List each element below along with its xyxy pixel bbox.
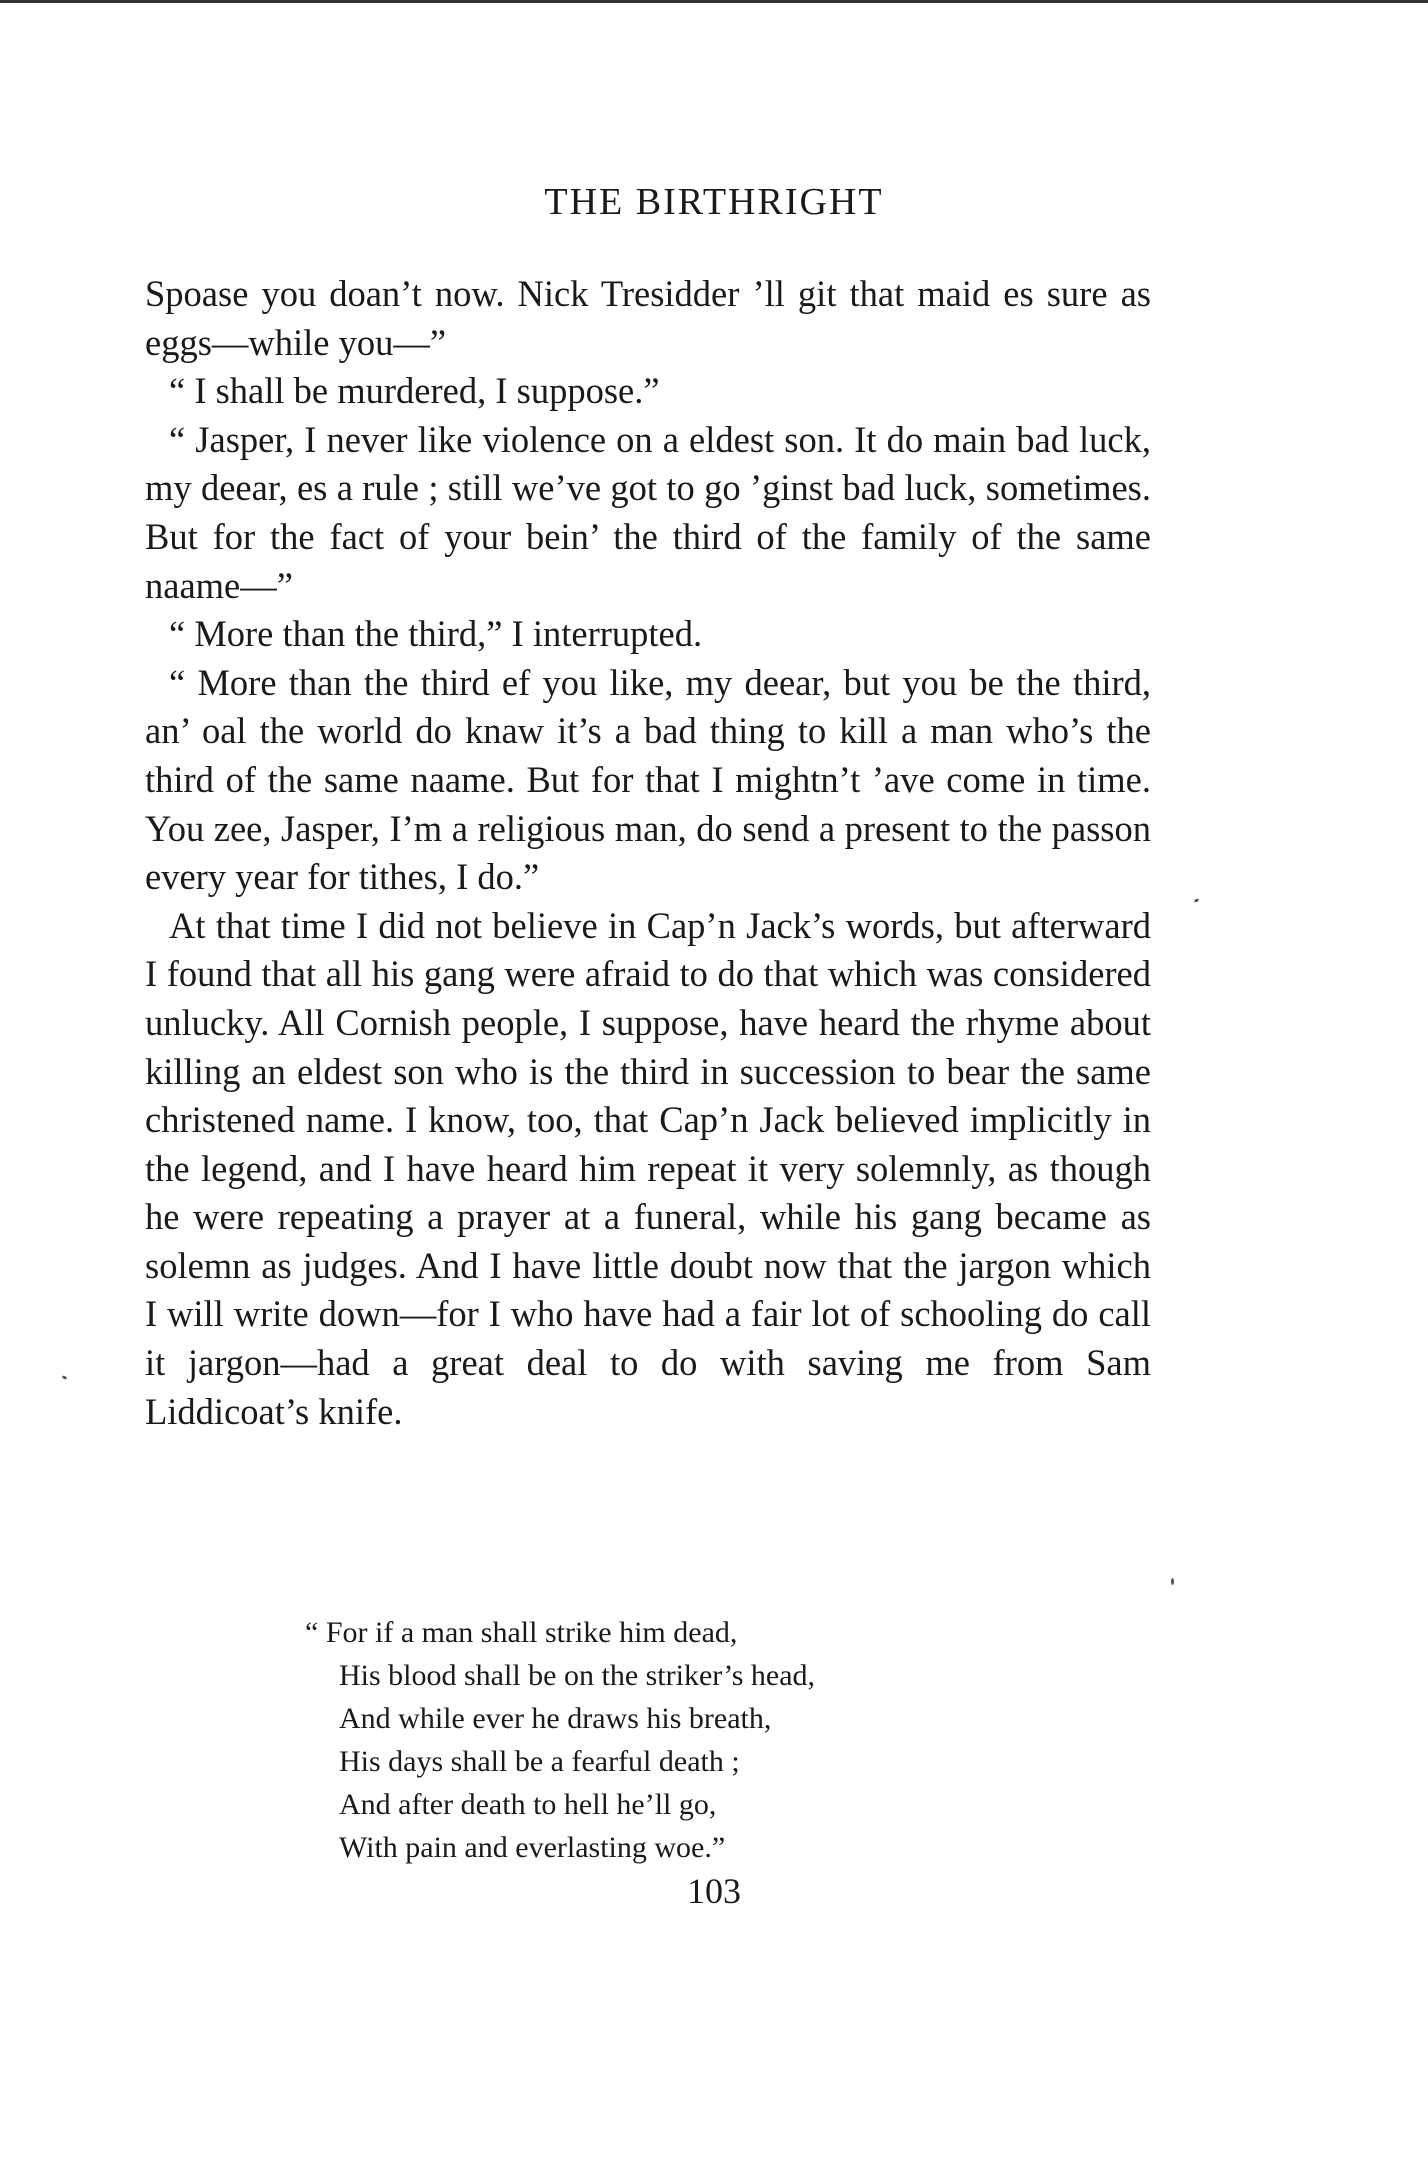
paragraph: “ Jasper, I never like violence on a eldest son. It do main bad luck, my deear, es a rule ; still we’ve got to go ’ginst bad luck, sometimes. But for the fact of your bein’ the third of the family of the same naame—” [145, 418, 1151, 606]
scan-speck [1171, 1578, 1174, 1585]
page-number: 103 [687, 1871, 741, 1911]
paragraph: “ I shall be murdered, I suppose.” [169, 370, 660, 412]
scan-speck [62, 1375, 68, 1380]
paragraph: “ More than the third,” I interrupted. [169, 613, 703, 655]
paragraph: Spoase you doan’t now. Nick Tresidder ’ll git that maid es sure as eggs—while you—” [145, 273, 1151, 363]
verse-line: And after death to hell he’ll go, [339, 1788, 717, 1821]
verse-line: And while ever he draws his breath, [339, 1702, 772, 1735]
body-text [145, 270, 1151, 1436]
verse-line: “ For if a man shall strike him dead, [305, 1616, 738, 1649]
scan-speck [1194, 898, 1200, 903]
paragraph: “ More than the third ef you like, my deear, but you be the third, an’ oal the world do knaw it’s a bad thing to kill a man who’s the third of the same naame. But for that I mightn’t ’ave come in time. You zee, Jasper, I’m a religious man, do send a present to the passon every year for tithes, I do.” [145, 661, 1151, 898]
verse-line: With pain and everlasting woe.” [339, 1831, 726, 1864]
verse-block [305, 1611, 815, 1869]
verse-line: His blood shall be on the striker’s head, [339, 1659, 816, 1692]
top-edge-rule [0, 0, 1428, 3]
running-title: THE BIRTHRIGHT [544, 181, 884, 223]
paragraph: At that time I did not believe in Cap’n Jack’s words, but afterward I found that all his gang were afraid to do that which was considered unlucky. All Cornish people, I suppose, have heard the rhyme about killing an eldest son who is the third in succession to bear the same christened name. I know, too, that Cap’n Jack believed implicitly in the legend, and I have heard him repeat it very solemnly, as though he were repeating a prayer at a funeral, while his gang became as solemn as judges. And I have little doubt now that the jargon which I will write down—for I who have had a fair lot of schooling do call it jargon—had a great deal to do with saving me from Sam Liddicoat’s knife. [145, 904, 1151, 1432]
verse-line: His days shall be a fearful death ; [339, 1745, 740, 1778]
